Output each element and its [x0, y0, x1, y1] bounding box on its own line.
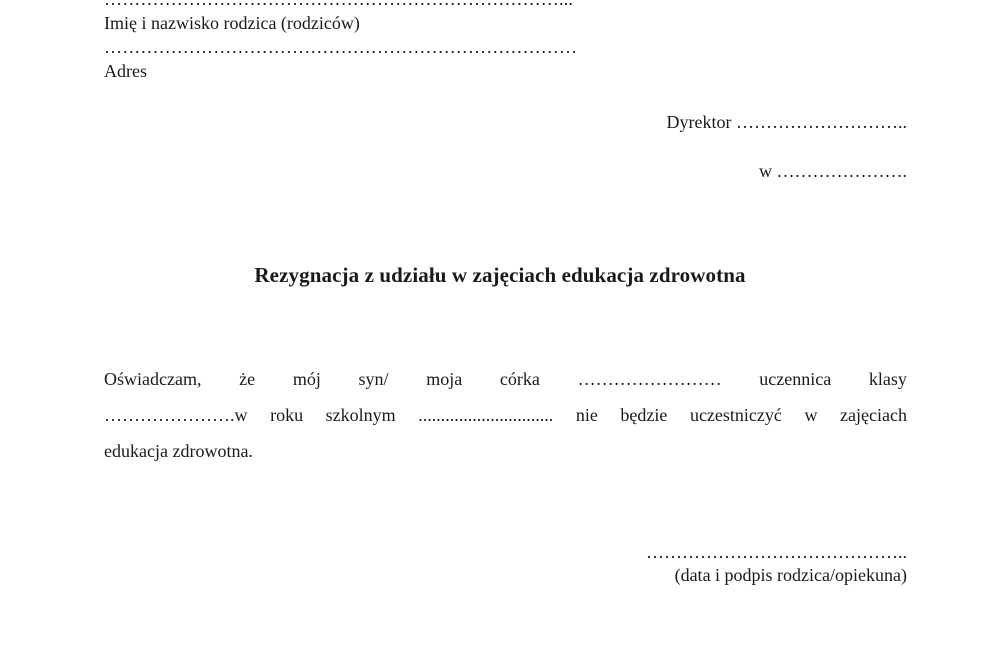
school-year-dots: ..............................	[418, 405, 554, 425]
child-name-dots: ……………………	[577, 369, 722, 389]
statement-word: zajęciach	[840, 405, 907, 425]
statement-word: moja	[426, 369, 463, 389]
statement-word: Oświadczam,	[104, 369, 202, 389]
statement-line-1	[104, 361, 907, 397]
place-line: w ………………….	[759, 161, 907, 181]
statement-word: uczestniczyć	[689, 405, 782, 425]
statement-word: nie	[575, 405, 598, 425]
statement-word: syn/	[358, 369, 389, 389]
statement-word: będzie	[620, 405, 668, 425]
statement-word: w	[804, 405, 818, 425]
statement-word: szkolnym	[325, 405, 396, 425]
statement-line-2	[104, 397, 907, 433]
statement-paragraph	[104, 361, 907, 469]
director-line: Dyrektor ………………………..	[666, 112, 907, 132]
statement-line-3	[104, 433, 907, 469]
statement-word: uczennica	[759, 369, 832, 389]
statement-word: edukacja zdrowotna.	[104, 441, 253, 461]
statement-word: że	[239, 369, 256, 389]
address-dots: ……………………………………………………………………	[104, 37, 578, 57]
signature-dots: ……………………………………..	[646, 542, 907, 562]
statement-word: mój	[292, 369, 321, 389]
statement-word: córka	[499, 369, 540, 389]
class-dots: ………………….w	[104, 405, 248, 425]
statement-word: klasy	[868, 369, 907, 389]
signature-caption: (data i podpis rodzica/opiekuna)	[674, 565, 907, 585]
parent-name-dots	[104, 0, 573, 10]
address-label: Adres	[104, 61, 147, 81]
parent-name-label: Imię i nazwisko rodzica (rodziców)	[104, 13, 360, 33]
statement-word: roku	[270, 405, 304, 425]
document-title: Rezygnacja z udziału w zajęciach edukacja zdrowotna	[254, 263, 746, 287]
